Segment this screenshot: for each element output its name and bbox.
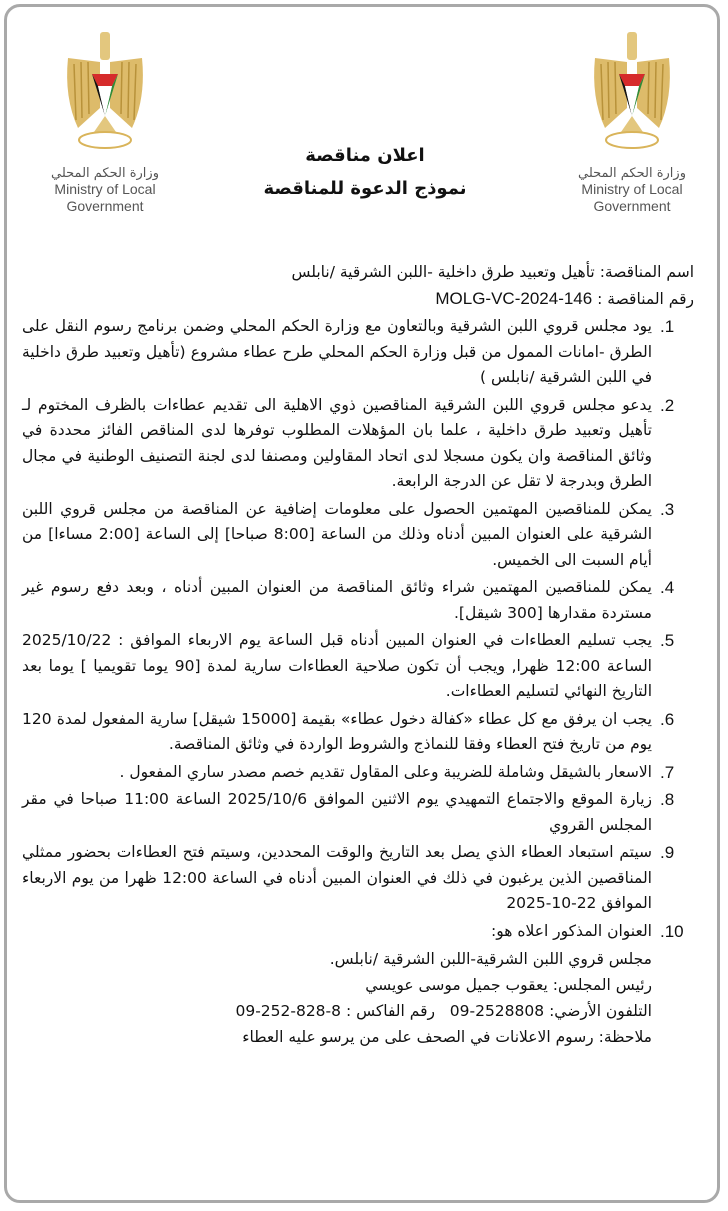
ministry-name-english-line2: Government (593, 198, 671, 214)
clause-text: يدعو مجلس قروي اللبن الشرقية المناقصين ذوي الاهلية الى تقديم عطاءات بالظرف المختوم لـ تأهيل وتعبيد طرق داخلية ، علما بان المؤهلات المطلوب توفرها لدى المناقص الفائز محددة في وثائق المناقصة وان يكون مسجلا لدى اتحاد المقاولين ومصنفا لدى لجنة التصنيف الوطنية في مجال الطرق وبدرجة لا تقل عن الدرجة الرابعة. (22, 395, 652, 490)
tender-clauses (16, 314, 708, 944)
tender-body (16, 260, 708, 1050)
tender-number-value: MOLG-VC-2024-146 (435, 288, 593, 308)
phone-label: التلفون الأرضي: (549, 1002, 652, 1020)
palestine-emblem-icon (587, 28, 677, 158)
note-line (16, 1024, 652, 1050)
fax-number: 09-252-828-8 (235, 1002, 342, 1020)
clause-number: .1 (660, 317, 675, 336)
ministry-name-english-line1: Ministry of Local (581, 181, 683, 197)
clause-text: يود مجلس قروي اللبن الشرقية وبالتعاون مع وزارة الحكم المحلي وضمن برنامج رسوم النقل على الطرق -امانات الممول من قبل وزارة الحكم المحلي طرح عطاء مشروع (تأهيل وتعبيد طرق داخلية في اللبن الشرقية /نابلس ) (22, 317, 652, 386)
clause-item (16, 314, 708, 391)
tender-number-label: رقم المناقصة : (597, 289, 694, 308)
fax-label: رقم الفاكس : (345, 1002, 435, 1020)
clause-item (16, 497, 708, 574)
clause-text: زيارة الموقع والاجتماع التمهيدي يوم الاثنين الموافق 2025/10/6 الساعة 11:00 صباحا في مقر المجلس القروي (22, 790, 653, 834)
clause-number: .3 (660, 499, 675, 519)
clause-item (16, 393, 708, 495)
clause-number: .8 (660, 790, 675, 809)
clause-number: .9 (660, 843, 675, 862)
phone-number: 09-2528808 (449, 1002, 545, 1020)
tender-name-line (16, 260, 708, 286)
council-head-label: رئيس المجلس: (552, 976, 652, 994)
council-head-name: يعقوب جميل موسى عويسي (365, 976, 548, 994)
ministry-logo-left (40, 28, 170, 215)
ministry-logo-right (567, 28, 697, 215)
contact-line (16, 998, 652, 1024)
clause-item (16, 787, 708, 838)
tender-name-value: تأهيل وتعبيد طرق داخلية -اللبن الشرقية /نابلس (291, 263, 595, 281)
ministry-name-arabic: وزارة الحكم المحلي (51, 166, 159, 181)
clause-item (16, 628, 708, 705)
announcement-subtitle: نموذج الدعوة للمناقصة (263, 178, 467, 199)
note-text: رسوم الاعلانات في الصحف على من يرسو عليه العطاء (242, 1028, 594, 1046)
clause-text: يجب ان يرفق مع كل عطاء «كفالة دخول عطاء» بقيمة [15000 شيقل] سارية المفعول لمدة 120 يوم من تاريخ فتح العطاء وفقا للنماذج والشروط الواردة في وثائق المناقصة. (22, 709, 652, 753)
clause-text: يمكن للمناقصين المهتمين شراء وثائق المناقصة من العنوان المبين أدناه ، وبعد دفع رسوم غير مستردة مقدارها [300 شيقل]. (22, 578, 652, 622)
clause-number: .7 (660, 762, 675, 782)
clause-item (16, 919, 708, 945)
ministry-name-english-line2: Government (66, 198, 144, 214)
clause-text: يمكن للمناقصين المهتمين الحصول على معلومات إضافية عن المناقصة من مجلس قروي اللبن الشرقية على العنوان المبين أدناه وذلك من الساعة [8:00 صباحا] إلى الساعة [2:00 مساءا] من أيام السبت الى الخميس. (22, 499, 652, 569)
council-head-line (16, 972, 652, 998)
announcement-title: اعلان مناقصة (305, 145, 425, 166)
clause-number: .10 (660, 921, 684, 941)
clause-text: سيتم استبعاد العطاء الذي يصل بعد التاريخ والوقت المحددين، وسيتم فتح العطاءات بحضور ممثلي المناقصين الذين يرغبون في ذلك في العنوان المبين أدناه في الساعة 12:00 ظهرا من يوم الاربعاء الموافق 22-10-2025 (22, 843, 652, 912)
clause-item (16, 575, 708, 626)
clause-number: .5 (660, 631, 675, 650)
clause-item (16, 760, 708, 786)
clause-item (16, 707, 708, 758)
clause-number: .6 (660, 709, 675, 729)
address-block (16, 946, 708, 1050)
tender-name-label: اسم المناقصة: (599, 263, 694, 281)
tender-number-line (16, 286, 708, 313)
ministry-name-arabic: وزارة الحكم المحلي (578, 166, 686, 181)
ministry-name-english-line1: Ministry of Local (54, 181, 156, 197)
clause-text: يجب تسليم العطاءات في العنوان المبين أدناه قبل الساعة يوم الاربعاء الموافق : 2025/10/22 الساعة 12:00 ظهرا, ويجب أن تكون صلاحية العطاءات سارية لمدة [90 يوما تقويميا ] يوما بعد التاريخ النهائي لتسليم العطاءات. (22, 631, 652, 700)
council-address: مجلس قروي اللبن الشرقية-اللبن الشرقية /نابلس. (329, 950, 652, 968)
note-label: ملاحظة: (598, 1028, 652, 1046)
palestine-emblem-icon (60, 28, 150, 158)
clause-number: .4 (660, 578, 675, 597)
clause-number: .2 (660, 395, 675, 415)
clause-text: العنوان المذكور اعلاه هو: (491, 921, 652, 940)
clause-item (16, 840, 708, 917)
clause-text: الاسعار بالشيقل وشاملة للضريبة وعلى المقاول تقديم خصم مصدر ساري المفعول . (119, 762, 652, 781)
